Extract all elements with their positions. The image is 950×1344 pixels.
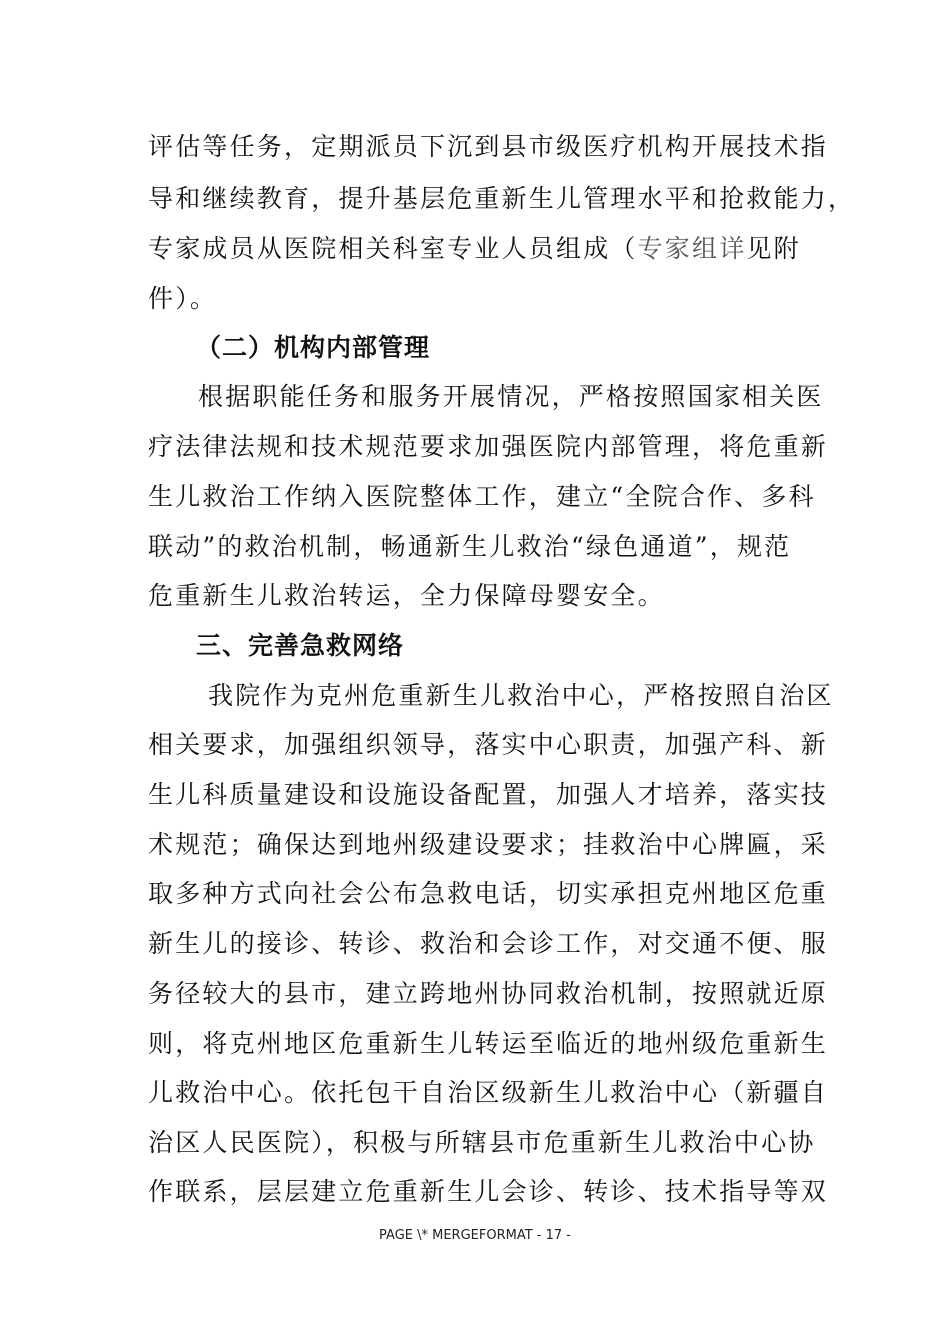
paragraph-3-line-3: 生儿科质量建设和设施设备配置，加强人才培养，落实技 (148, 780, 829, 809)
page-footer: PAGE \* MERGEFORMAT - 17 - (379, 1228, 571, 1243)
paragraph-3-line-4: 术规范；确保达到地州级建设要求；挂救治中心牌匾，采 (148, 830, 829, 859)
paragraph-2-line-1: 根据职能任务和服务开展情况，严格按照国家相关医 (198, 382, 824, 411)
paragraph-1-line-3 (148, 234, 801, 264)
paragraph-3-line-9: 儿救治中心。依托包干自治区级新生儿救治中心（新疆自 (148, 1078, 829, 1107)
paragraph-1-line-2: 导和继续教育，提升基层危重新生儿管理水平和抢救能力， (148, 184, 856, 213)
paragraph-1-line-1: 评估等任务，定期派员下沉到县市级医疗机构开展技术指 (148, 132, 829, 161)
section-heading-2: （二）机构内部管理 (196, 333, 431, 362)
paragraph-2-line-2: 疗法律法规和技术规范要求加强医院内部管理，将危重新 (148, 432, 829, 461)
paragraph-3-line-11: 作联系，层层建立危重新生儿会诊、转诊、技术指导等双 (148, 1177, 829, 1206)
paragraph-2-line-3: 生儿救治工作纳入医院整体工作，建立“全院合作、多科 (148, 482, 816, 511)
paragraph-3-line-5: 取多种方式向社会公布急救电话，切实承担克州地区危重 (148, 879, 829, 908)
paragraph-3-line-8: 则，将克州地区危重新生儿转运至临近的地州级危重新生 (148, 1029, 829, 1058)
paragraph-2-line-4: 联动”的救治机制，畅通新生儿救治“绿色通道”，规范 (148, 532, 792, 561)
section-heading-3: 三、完善急救网络 (196, 631, 405, 660)
paragraph-3-line-7: 务径较大的县市，建立跨地州协同救治机制，按照就近原 (148, 979, 829, 1008)
paragraph-1-line-4: 件）。 (148, 284, 218, 313)
expert-group-link[interactable]: 专家组详 (637, 234, 747, 263)
paragraph-1-line-3-text: 专家成员从医院相关科室专业人员组成（ (148, 234, 638, 263)
paragraph-3-line-6: 新生儿的接诊、转诊、救治和会诊工作，对交通不便、服 (148, 929, 829, 958)
paragraph-1-line-3-tail: 见附 (746, 234, 801, 263)
paragraph-3-line-1: 我院作为克州危重新生儿救治中心，严格按照自治区 (208, 681, 834, 710)
paragraph-2-line-5: 危重新生儿救治转运，全力保障母婴安全。 (148, 581, 665, 610)
paragraph-3-line-2: 相关要求，加强组织领导，落实中心职责，加强产科、新 (148, 730, 829, 759)
paragraph-3-line-10: 治区人民医院），积极与所辖县市危重新生儿救治中心协 (148, 1128, 816, 1157)
